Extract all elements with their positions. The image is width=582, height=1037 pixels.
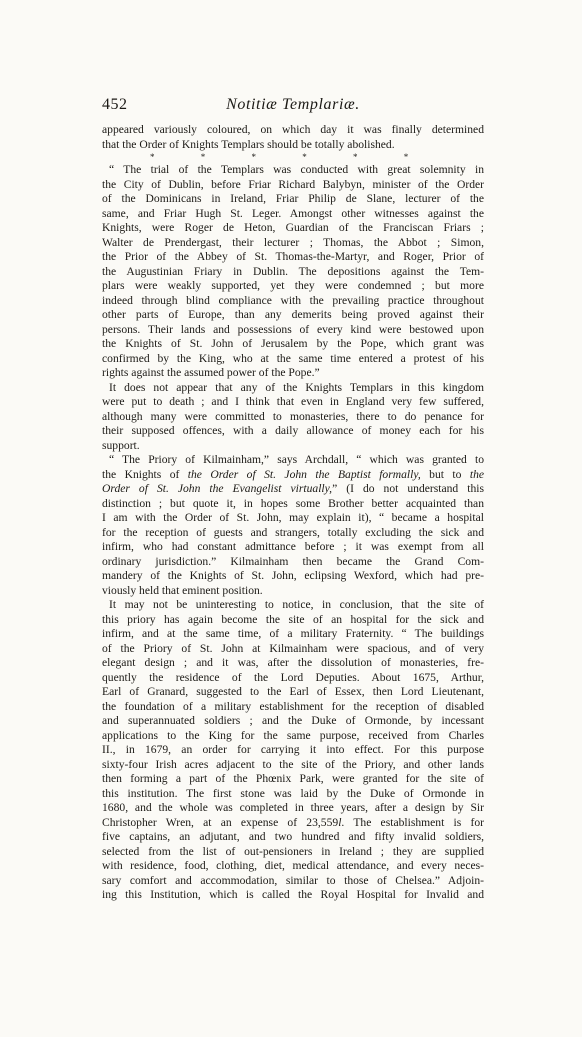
text-line: appeared variously coloured, on which day it was finally determined [102,123,484,136]
text-line: that the Order of Knights Templars should be totally abolished. [102,137,395,151]
text-line: infirm, and at the same time, of a military Fraternity. “ The buildings [102,627,484,640]
text-line: Earl of Granard, suggested to the Earl of Essex, then Lord Lieutenant, [102,685,484,698]
text-run: the Knights of [102,467,188,481]
text-line [102,482,484,497]
text-line: Knights, were Roger de Heton, Guardian of the Franciscan Friars ; [102,221,484,234]
running-title: Notitiæ Templariæ. [226,96,360,113]
text-line: II., in 1679, an order for carrying it into effect. For this purpose [102,743,484,756]
text-line: plars were weakly supported, yet they were condemned ; but more [102,279,484,292]
text-line: the foundation of a military establishment for the reception of disabled [102,699,484,713]
text-line: ordinary jurisdiction.” Kilmainham then became the Grand Com- [102,554,484,568]
text-line [102,468,484,483]
text-line: other parts of Europe, than any demerits being proved against their [102,308,484,321]
text-line: Walter de Prendergast, their lecturer ; Thomas, the Abbot ; Simon, [102,235,484,249]
text-line: the Knights of St. John of Jerusalem by the Pope, which grant was [102,337,484,350]
page-number: 452 [102,96,128,113]
text-line: mandery of the Knights of St. John, eclipsing Wexford, which had pre- [102,569,484,582]
text-line: same, and Friar Hugh St. Leger. Amongst other witnesses against the [102,206,484,220]
text-line: viously held that eminent position. [102,583,263,597]
text-line: I am with the Order of St. John, may explain it), “ became a hospital [102,511,484,524]
body-text [102,123,484,903]
text-line: of the Dominicans in Ireland, Friar Philip de Slane, lecturer of the [102,192,484,205]
text-run: but to [420,467,470,481]
text-run: 1680, and the whole was completed in three years, after a design by Sir [102,801,484,814]
text-line: the Prior of the Abbey of St. Thomas-the-Martyr, and Roger, Prior of [102,250,484,263]
italic-text: l [338,815,342,829]
italic-text: the Order of St. John the Baptist formally, [187,467,421,481]
text-line: of the Priory of St. John at Kilmainham were spacious, and of very [102,641,484,655]
text-line: distinction ; but quote it, in hopes some Brother better acquainted than [102,496,484,510]
text-line: persons. Their lands and possessions of every kind were bestowed upon [102,322,484,336]
text-line: this institution. The first stone was laid by the Duke of Ormonde in [102,786,484,800]
text-line: were put to death ; and I think that even in England very few suffered, [102,395,484,408]
italic-text: Order of St. John the Evangelist virtually, [102,482,333,495]
text-line: their supposed offences, with a daily allowance of money each for his [102,424,484,437]
text-line: five captains, an adjutant, and two hundred and fifty invalid soldiers, [102,830,484,843]
text-line [102,816,484,831]
text-line: ing this Institution, which is called the Royal Hospital for Invalid and [102,888,484,901]
text-line: this priory has again become the site of an hospital for the sick and [102,612,484,626]
section-break-asterisks: * * * * * * [150,152,409,162]
text-line: and superannuated soldiers ; and the Duke of Ormonde, by incessant [102,714,484,727]
text-run: ” (I do not understand this [332,482,484,495]
text-line: then forming a part of the Phœnix Park, were granted for the site of [102,772,484,785]
text-line: rights against the assumed power of the Pope.” [102,366,320,379]
text-line: with residence, food, clothing, diet, medical attendance, and every neces- [102,859,484,872]
text-line: sixty-four Irish acres adjacent to the site of the Priory, and other lands [102,757,484,771]
text-line: It does not appear that any of the Knights Templars in this kingdom [109,380,484,394]
text-line: the City of Dublin, before Friar Richard Balybyn, minister of the Order [102,177,484,191]
text-line: selected from the list of out-pensioners in Ireland ; they are supplied [102,844,484,858]
text-line: the Augustinian Friary in Dublin. The depositions against the Tem- [102,264,484,278]
text-line: support. [102,438,140,452]
page-header [102,96,484,118]
text-line: for the reception of guests and strangers, totally excluding the sick and [102,525,484,539]
italic-text: the [469,467,485,481]
text-line: indeed through blind compliance with the prevailing practice throughout [102,293,484,307]
text-line: It may not be uninteresting to notice, in conclusion, that the site of [109,598,484,611]
text-run: Christopher Wren, at an expense of 23,559 [102,815,339,829]
text-line: “ The trial of the Templars was conducted with great solemnity in [109,163,484,176]
text-line: confirmed by the King, who at the same time entered a protest of his [102,351,484,365]
text-line: applications to the King for the same purpose, received from Charles [102,728,484,742]
text-line: infirm, who had constant admittance before ; it was exempt from all [102,540,484,553]
text-line: sary comfort and accommodation, similar to those of Chelsea.” Adjoin- [102,873,484,887]
text-run: . The establishment is for [341,815,484,829]
text-line: “ The Priory of Kilmainham,” says Archdall, “ which was granted to [109,453,484,466]
text-line: although many were committed to monasteries, there to do penance for [102,409,484,423]
text-line [102,801,484,816]
text-line: elegant design ; and it was, after the dissolution of monasteries, fre- [102,656,484,669]
text-line: quently the residence of the Lord Deputies. About 1675, Arthur, [102,670,484,684]
